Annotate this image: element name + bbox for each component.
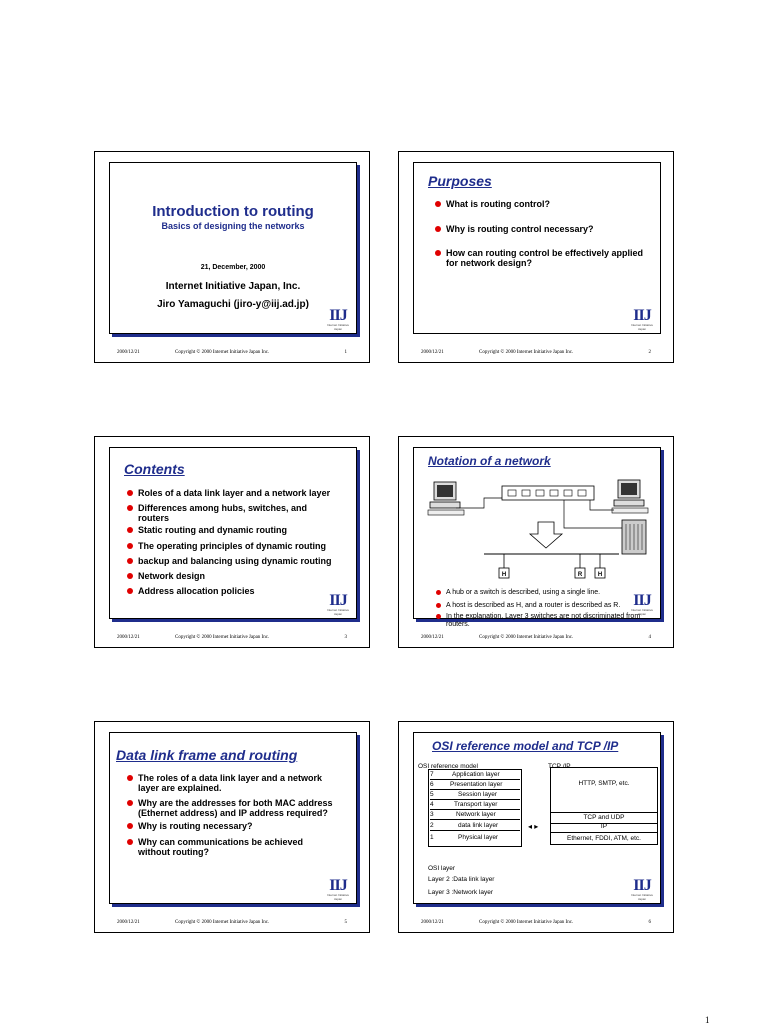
bullet-icon [127,588,133,594]
slide-footer [95,344,369,362]
slide-footer [399,629,673,647]
footer-date: 2000/12/21 [117,635,140,640]
bullet-icon [127,823,133,829]
router-label: R [577,572,583,578]
osi-header: OSI reference model [418,763,478,770]
bullet-item: Network design [138,571,348,581]
slide-6 [398,721,674,933]
footer-copyright: Copyright © 2000 Internet Initiative Japan Inc. [175,920,270,925]
double-arrow-icon: ◂ ▸ [528,822,539,831]
footer-copyright: Copyright © 2000 Internet Initiative Japan Inc. [175,350,270,355]
hub-icon [502,486,594,500]
bullet-icon [127,505,133,511]
slide-3-content [109,447,357,619]
footer-copyright: Copyright © 2000 Internet Initiative Japan Inc. [479,635,574,640]
osi-layer: 3 Network layer [430,811,520,820]
iij-logo: IIJ Internet Initiative Japan [326,877,349,901]
divider [551,812,657,813]
bullet-item: The roles of a data link layer and a network layer are explained. [138,773,338,793]
bullet-icon [127,558,133,564]
bullet-item: Why is routing necessary? [138,821,348,831]
bullet-item: Why can communications be achieved without routing? [138,837,318,857]
bullet-item: A hub or a switch is described, using a single line. [446,589,651,597]
tcpip-layer: IP [600,823,608,830]
bullet-item: Roles of a data link layer and a network layer [138,488,348,498]
bullet-icon [127,543,133,549]
slide-6-content [413,732,661,904]
slide-footer [95,914,369,932]
slide-5-content [109,732,357,904]
tcpip-layer: Ethernet, FDDI, ATM, etc. [567,835,641,842]
host-label: H [501,572,507,578]
bullet-item: In the explanation, Layer 3 switches are not discriminated from routers. [446,613,646,621]
footer-date: 2000/12/21 [421,635,444,640]
bullet-icon [436,603,441,608]
slide-3 [94,436,370,648]
osi-note: Layer 2 :Data link layer [428,876,495,883]
bullet-item: The operating principles of dynamic routing [138,541,348,551]
iij-logo: IIJ Internet Initiative Japan [630,307,653,331]
bullet-item: Address allocation policies [138,586,348,596]
tcpip-layer: HTTP, SMTP, etc. [578,780,630,787]
iij-logo: IIJ Internet Initiative Japan [326,592,349,616]
slide-4-title: Notation of a network [428,454,551,468]
slide-6-title: OSI reference model and TCP /IP [432,739,619,753]
tcpip-layer: TCP and UDP [583,814,625,821]
bullet-item: Static routing and dynamic routing [138,525,348,535]
slide-footer [399,914,673,932]
server-icon [622,520,646,554]
bullet-icon [435,250,441,256]
iij-logo: IIJ Internet Initiative Japan [630,592,653,616]
bullet-item: A host is described as H, and a router is described as R. [446,602,651,610]
bullet-item: What is routing control? [446,199,646,209]
osi-layer: 4 Transport layer [430,801,520,810]
footer-copyright: Copyright © 2000 Internet Initiative Japan Inc. [479,920,574,925]
network-diagram [414,470,660,590]
slide-1-subtitle: Basics of designing the networks [161,221,305,231]
host-label: H [597,572,603,578]
osi-layer: 2 data link layer [430,822,520,831]
arrow-down-icon [530,522,562,548]
slide-1-date: 21, December, 2000 [200,264,266,271]
slide-1-title: Introduction to routing [152,203,314,220]
bullet-item: Why is routing control necessary? [446,224,646,234]
page-number: 1 [705,1015,710,1025]
bullet-icon [435,201,441,207]
bullet-icon [127,839,133,845]
osi-note: OSI layer [428,865,456,872]
computer-icon [428,482,464,515]
divider [551,832,657,833]
footer-page-number: 1 [344,350,347,355]
footer-copyright: Copyright © 2000 Internet Initiative Japan Inc. [479,350,574,355]
footer-copyright: Copyright © 2000 Internet Initiative Japan Inc. [175,635,270,640]
bullet-item: How can routing control be effectively applied for network design? [446,248,646,268]
footer-date: 2000/12/21 [117,350,140,355]
footer-date: 2000/12/21 [421,920,444,925]
slide-5-title: Data link frame and routing [116,747,298,763]
footer-page-number: 2 [648,350,651,355]
bullet-icon [435,226,441,232]
slide-4 [398,436,674,648]
bullet-item: Differences among hubs, switches, and routers [138,503,328,523]
slide-1 [94,151,370,363]
slide-2 [398,151,674,363]
tcp-header: TCP /IP [548,763,571,770]
osi-layer: 7 Application layer [430,771,520,780]
osi-layer: 5 Session layer [430,791,520,800]
slide-footer [399,344,673,362]
iij-logo: IIJ Internet Initiative Japan [326,307,349,331]
slide-1-org: Internet Initiative Japan, Inc. [165,281,301,292]
footer-page-number: 5 [344,920,347,925]
slide-2-content [413,162,661,334]
bullet-item: Why are the addresses for both MAC address (Ethernet address) and IP address required? [138,798,348,818]
slide-5 [94,721,370,933]
footer-date: 2000/12/21 [117,920,140,925]
footer-page-number: 6 [648,920,651,925]
bullet-icon [127,490,133,496]
bullet-icon [436,614,441,619]
bullet-icon [127,573,133,579]
bullet-icon [127,527,133,533]
slide-footer [95,629,369,647]
osi-layer: 1 Physical layer [430,834,499,841]
computer-icon [612,480,648,513]
bullet-item: backup and balancing using dynamic routing [138,556,348,566]
osi-layer: 6 Presentation layer [430,781,520,790]
footer-page-number: 4 [648,635,651,640]
footer-page-number: 3 [344,635,347,640]
osi-stack [428,769,522,847]
tcpip-stack [550,767,658,845]
slide-1-author: Jiro Yamaguchi (jiro-y@iij.ad.jp) [157,299,309,310]
slide-3-title: Contents [124,461,185,477]
iij-logo: IIJ Internet Initiative Japan [630,877,653,901]
bullet-icon [436,590,441,595]
slide-2-title: Purposes [428,173,492,189]
footer-date: 2000/12/21 [421,350,444,355]
bullet-icon [127,800,133,806]
slide-1-content [109,162,357,334]
slide-4-content [413,447,661,628]
bullet-icon [127,775,133,781]
osi-note: Layer 3 :Network layer [428,889,494,896]
